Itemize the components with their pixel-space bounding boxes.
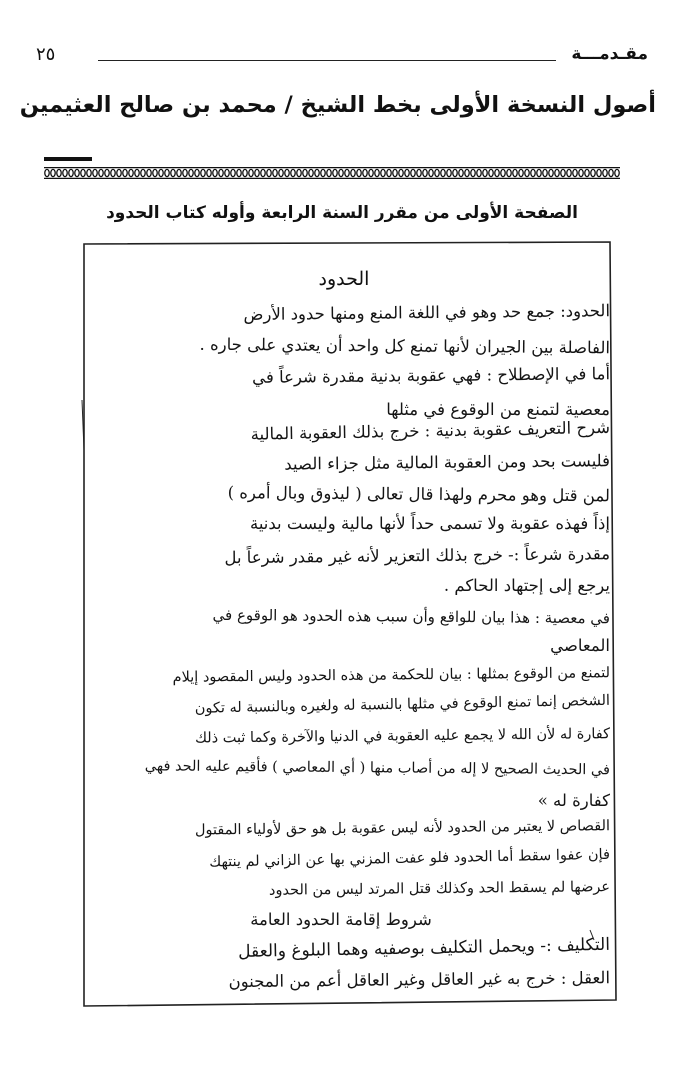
manuscript-line-2: الفاصلة بين الجيران لأنها تمنع كل واحد أن يعتدي على جاره . <box>199 334 611 358</box>
manuscript-line-20: عرضها لم يسقط الحد وكذلك قتل المرتد ليس من الحدود <box>268 879 611 899</box>
manuscript-line-13: لتمنع من الوقوع بمثلها : بيان للحكمة من هذه الحدود وليس المقصود إيلام <box>172 665 611 686</box>
manuscript-line-12: المعاصي <box>550 636 610 655</box>
manuscript-line-8: إذاً فهذه عقوبة ولا تسمى حداً لأنها مالية وليست بدنية <box>249 514 610 533</box>
manuscript-line-5: شرح التعريف عقوبة بدنية : خرج بذلك العقوبة المالية <box>250 417 611 444</box>
section-title: مقـدمـــة <box>571 44 648 64</box>
page-number: ٢٥ <box>36 44 56 65</box>
manuscript-line-14: الشخص إنما تمنع الوقوع في مثلها بالنسبة له ولغيره وبالنسبة له تكون <box>194 692 611 717</box>
ornament-mark <box>44 157 92 161</box>
manuscript-line-11: في معصية : هذا بيان للواقع وأن سبب هذه الحدود هو الوقوع في <box>212 605 611 628</box>
manuscript-line-17: كفارة له » <box>537 791 610 810</box>
manuscript-line-21: شروط إقامة الحدود العامة <box>250 910 432 929</box>
manuscript-image <box>70 240 618 1023</box>
manuscript-line-23: العقل : خرج به غير العاقل وغير العاقل أعم من المجنون <box>228 968 611 992</box>
running-header <box>36 44 648 74</box>
manuscript-line-19: فإن عفوا سقط أما الحدود فلو عفت المزني بها عن الزاني لم ينتهك <box>209 846 611 871</box>
manuscript-line-10: يرجع إلى إجتهاد الحاكم . <box>443 576 610 595</box>
manuscript-line-7: لمن قتل وهو محرم ولهذا قال تعالى ( ليذوق وبال أمره ) <box>227 483 611 506</box>
manuscript-line-22: التكليف :- ويحمل التكليف بوصفيه وهما البلوغ والعقل <box>237 934 611 962</box>
ornamental-divider <box>44 167 620 179</box>
header-rule <box>98 60 556 61</box>
manuscript-line-9: مقدرة شرعاً :- خرج بذلك التعزير لأنه غير مقدر شرعاً بل <box>224 544 611 568</box>
manuscript-line-4: معصية لتمنع من الوقوع في مثلها <box>386 400 610 419</box>
page-title: أصول النسخة الأولى بخط الشيخ / محمد بن صالح العثيمين <box>19 92 656 118</box>
manuscript-frame <box>70 240 618 1023</box>
manuscript-line-16: في الحديث الصحيح لا إله من أصاب منها ( أي المعاصي ) فأقيم عليه الحد فهي <box>144 758 611 779</box>
page-subtitle: الصفحة الأولى من مقرر السنة الرابعة وأوله كتاب الحدود <box>106 203 578 223</box>
manuscript-line-15: كفارة له لأن الله لا يجمع عليه العقوبة في الدنيا والآخرة وكما ثبت ذلك <box>194 726 611 747</box>
manuscript-heading: الحدود <box>318 268 370 290</box>
manuscript-line-18: القصاص لا يعتبر من الحدود لأنه ليس عقوبة بل هو حق لأولياء المقتول <box>194 818 611 839</box>
manuscript-line-1: الحدود: جمع حد وهو في اللغة المنع ومنها حدود الأرض <box>243 301 611 325</box>
manuscript-line-3: أما في الإصطلاح : فهي عقوبة بدنية مقدرة شرعاً في <box>252 364 611 387</box>
manuscript-line-6: فليست بحد ومن العقوبة المالية مثل جزاء الصيد <box>284 451 611 474</box>
